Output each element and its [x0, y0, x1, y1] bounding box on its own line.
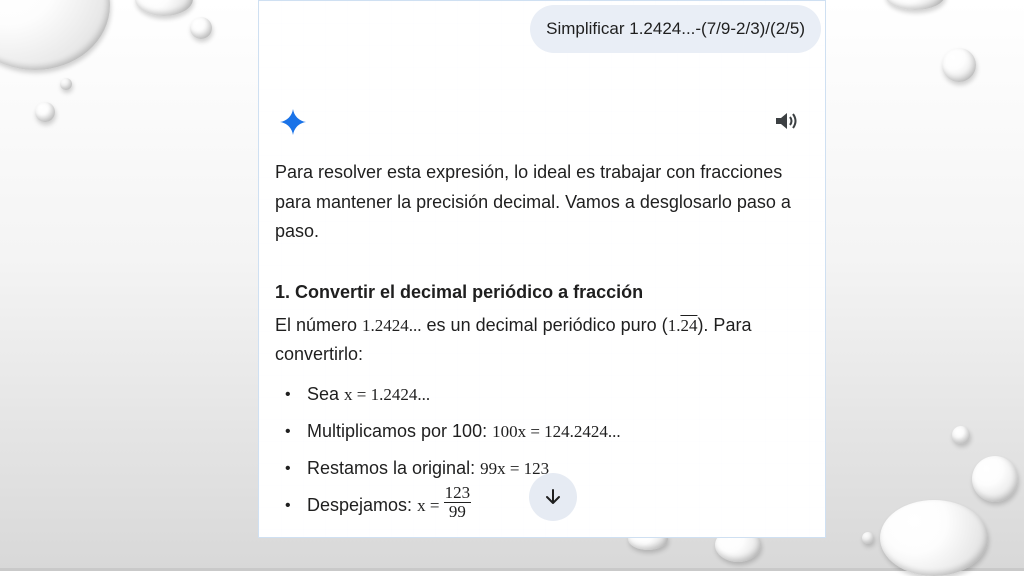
water-drop-decoration	[35, 102, 55, 122]
paragraph-text: El número	[275, 314, 363, 335]
list-item	[275, 413, 823, 450]
water-drop-decoration	[952, 426, 970, 444]
scroll-down-button[interactable]	[529, 473, 577, 521]
section-paragraph	[275, 311, 823, 370]
paragraph-text: ). Para convertirlo:	[275, 314, 752, 364]
paragraph-text: es un decimal periódico puro (	[421, 314, 668, 335]
water-drop-decoration	[862, 532, 874, 544]
step-label: Multiplicamos por 100:	[307, 420, 493, 441]
fraction-denominator: 99	[448, 502, 466, 522]
user-message-bubble	[530, 5, 821, 53]
water-drop-decoration	[942, 48, 976, 82]
step-math: x =	[417, 495, 444, 515]
assistant-response	[275, 158, 823, 524]
water-drop-decoration	[880, 500, 988, 576]
math-number: 1.2424...	[362, 315, 422, 335]
water-drop-decoration	[135, 0, 193, 16]
list-item	[275, 376, 823, 413]
step-math: 99x = 123	[480, 458, 550, 478]
chat-panel	[258, 0, 826, 538]
step-label: Sea	[307, 383, 345, 404]
chat-panel-content	[259, 1, 825, 537]
step-math: x = 1.2424...	[344, 384, 431, 404]
response-intro: Para resolver esta expresión, lo ideal es trabajar con fracciones para mantener la precisión decimal. Vamos a desglosarlo paso a paso.	[275, 162, 791, 241]
section-heading: 1. Convertir el decimal periódico a fracción	[275, 281, 644, 302]
gemini-spark-icon	[279, 108, 307, 136]
water-drop-decoration	[972, 456, 1018, 502]
fraction	[444, 484, 472, 521]
step-label: Restamos la original:	[307, 457, 481, 478]
periodic-digits: 24	[680, 315, 698, 335]
arrow-down-icon	[543, 487, 563, 507]
water-drop-decoration	[885, 0, 945, 10]
water-drop-decoration	[0, 0, 110, 70]
fraction-numerator: 123	[444, 483, 471, 503]
step-math: 100x = 124.2424...	[492, 421, 621, 441]
water-drop-decoration	[190, 17, 212, 39]
user-message-text: Simplificar 1.2424...-(7/9-2/3)/(2/5)	[546, 19, 805, 38]
speaker-icon[interactable]	[773, 109, 799, 133]
step-label: Despejamos:	[307, 494, 418, 515]
water-drop-decoration	[60, 78, 72, 90]
periodic-int: 1.	[667, 315, 681, 335]
